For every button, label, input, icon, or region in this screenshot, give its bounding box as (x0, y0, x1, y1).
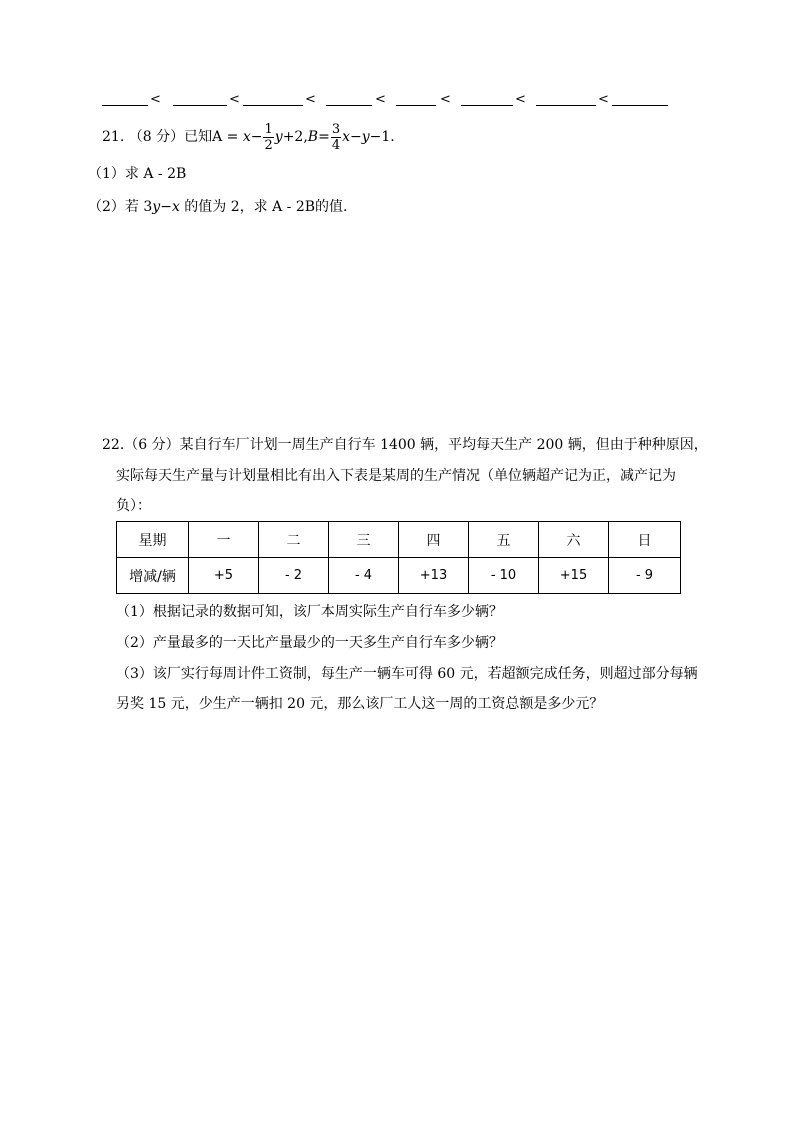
question-22-sub-3-line-2: 另奖 15 元，少生产一辆扣 20 元，那么该厂工人这一周的工资总额是多少元？ (116, 696, 604, 712)
fraction-one-half: $\frac{1}{2}$ (264, 121, 273, 153)
less-than-sign: < (515, 92, 526, 107)
table-cell-value: - 9 (609, 558, 681, 594)
table-row-changes (117, 558, 681, 594)
less-than-sign: < (229, 92, 240, 107)
table-header-weekday: 星期 (117, 522, 189, 558)
answer-blank-8[interactable] (612, 105, 668, 106)
question-21-part-2: （2）若 3y−x 的值为 2，求 A - 2B的值. (88, 199, 348, 215)
symbol-a: A (212, 129, 223, 145)
question-number: 21. (102, 129, 125, 145)
production-table (116, 521, 681, 594)
question-22-line-2: 实际每天生产量与计划量相比有出入下表是某周的生产情况（单位辆超产记为正，减产记为 (116, 468, 676, 484)
table-cell-day: 六 (539, 522, 609, 558)
question-22-sub-3-line-1: （3）该厂实行每周计件工资制，每生产一辆车可得 60 元，若超额完成任务，则超过部分每辆 (116, 666, 698, 682)
table-header-change: 增减/辆 (117, 558, 189, 594)
table-cell-day: 三 (329, 522, 399, 558)
table-cell-value: - 2 (259, 558, 329, 594)
question-22-line-3: 负）： (116, 498, 151, 514)
table-cell-day: 四 (399, 522, 469, 558)
answer-blank-7[interactable] (536, 105, 596, 106)
answer-blank-3[interactable] (243, 105, 303, 106)
table-cell-day: 日 (609, 522, 681, 558)
table-cell-day: 一 (189, 522, 259, 558)
question-21-part-1: （1）求 A - 2B (88, 166, 187, 182)
fraction-three-quarters: $\frac{3}{4}$ (331, 121, 341, 153)
less-than-sign: < (598, 92, 609, 107)
less-than-sign: < (440, 92, 451, 107)
symbol-b: B (307, 129, 319, 145)
less-than-sign: < (150, 92, 161, 107)
table-cell-value: +15 (539, 558, 609, 594)
table-cell-value: +5 (189, 558, 259, 594)
question-21-stem: 21. （8 分）已知A = x− $\frac{1}{2}$ y+2,B= $\frac{3}{4}$ x−y−1. (102, 121, 395, 153)
table-cell-value: - 4 (329, 558, 399, 594)
answer-blank-1[interactable] (102, 105, 148, 106)
question-22-line-1: 22.（6 分）某自行车厂计划一周生产自行车 1400 辆，平均每天生产 200 辆，但由于种种原因， (102, 437, 708, 453)
less-than-sign: < (305, 92, 316, 107)
answer-blank-2[interactable] (173, 105, 227, 106)
table-cell-value: +13 (399, 558, 469, 594)
question-lead: 已知 (184, 129, 213, 145)
table-cell-day: 五 (469, 522, 539, 558)
table-cell-day: 二 (259, 522, 329, 558)
answer-blank-4[interactable] (326, 105, 372, 106)
question-22-sub-2: （2）产量最多的一天比产量最少的一天多生产自行车多少辆？ (116, 635, 503, 651)
answer-blank-6[interactable] (461, 105, 513, 106)
table-cell-value: - 10 (469, 558, 539, 594)
question-22-sub-1: （1）根据记录的数据可知，该厂本周实际生产自行车多少辆？ (116, 604, 503, 620)
table-row-days (117, 522, 681, 558)
question-points: （8 分） (128, 129, 185, 145)
answer-blank-5[interactable] (396, 105, 436, 106)
less-than-sign: < (375, 92, 386, 107)
